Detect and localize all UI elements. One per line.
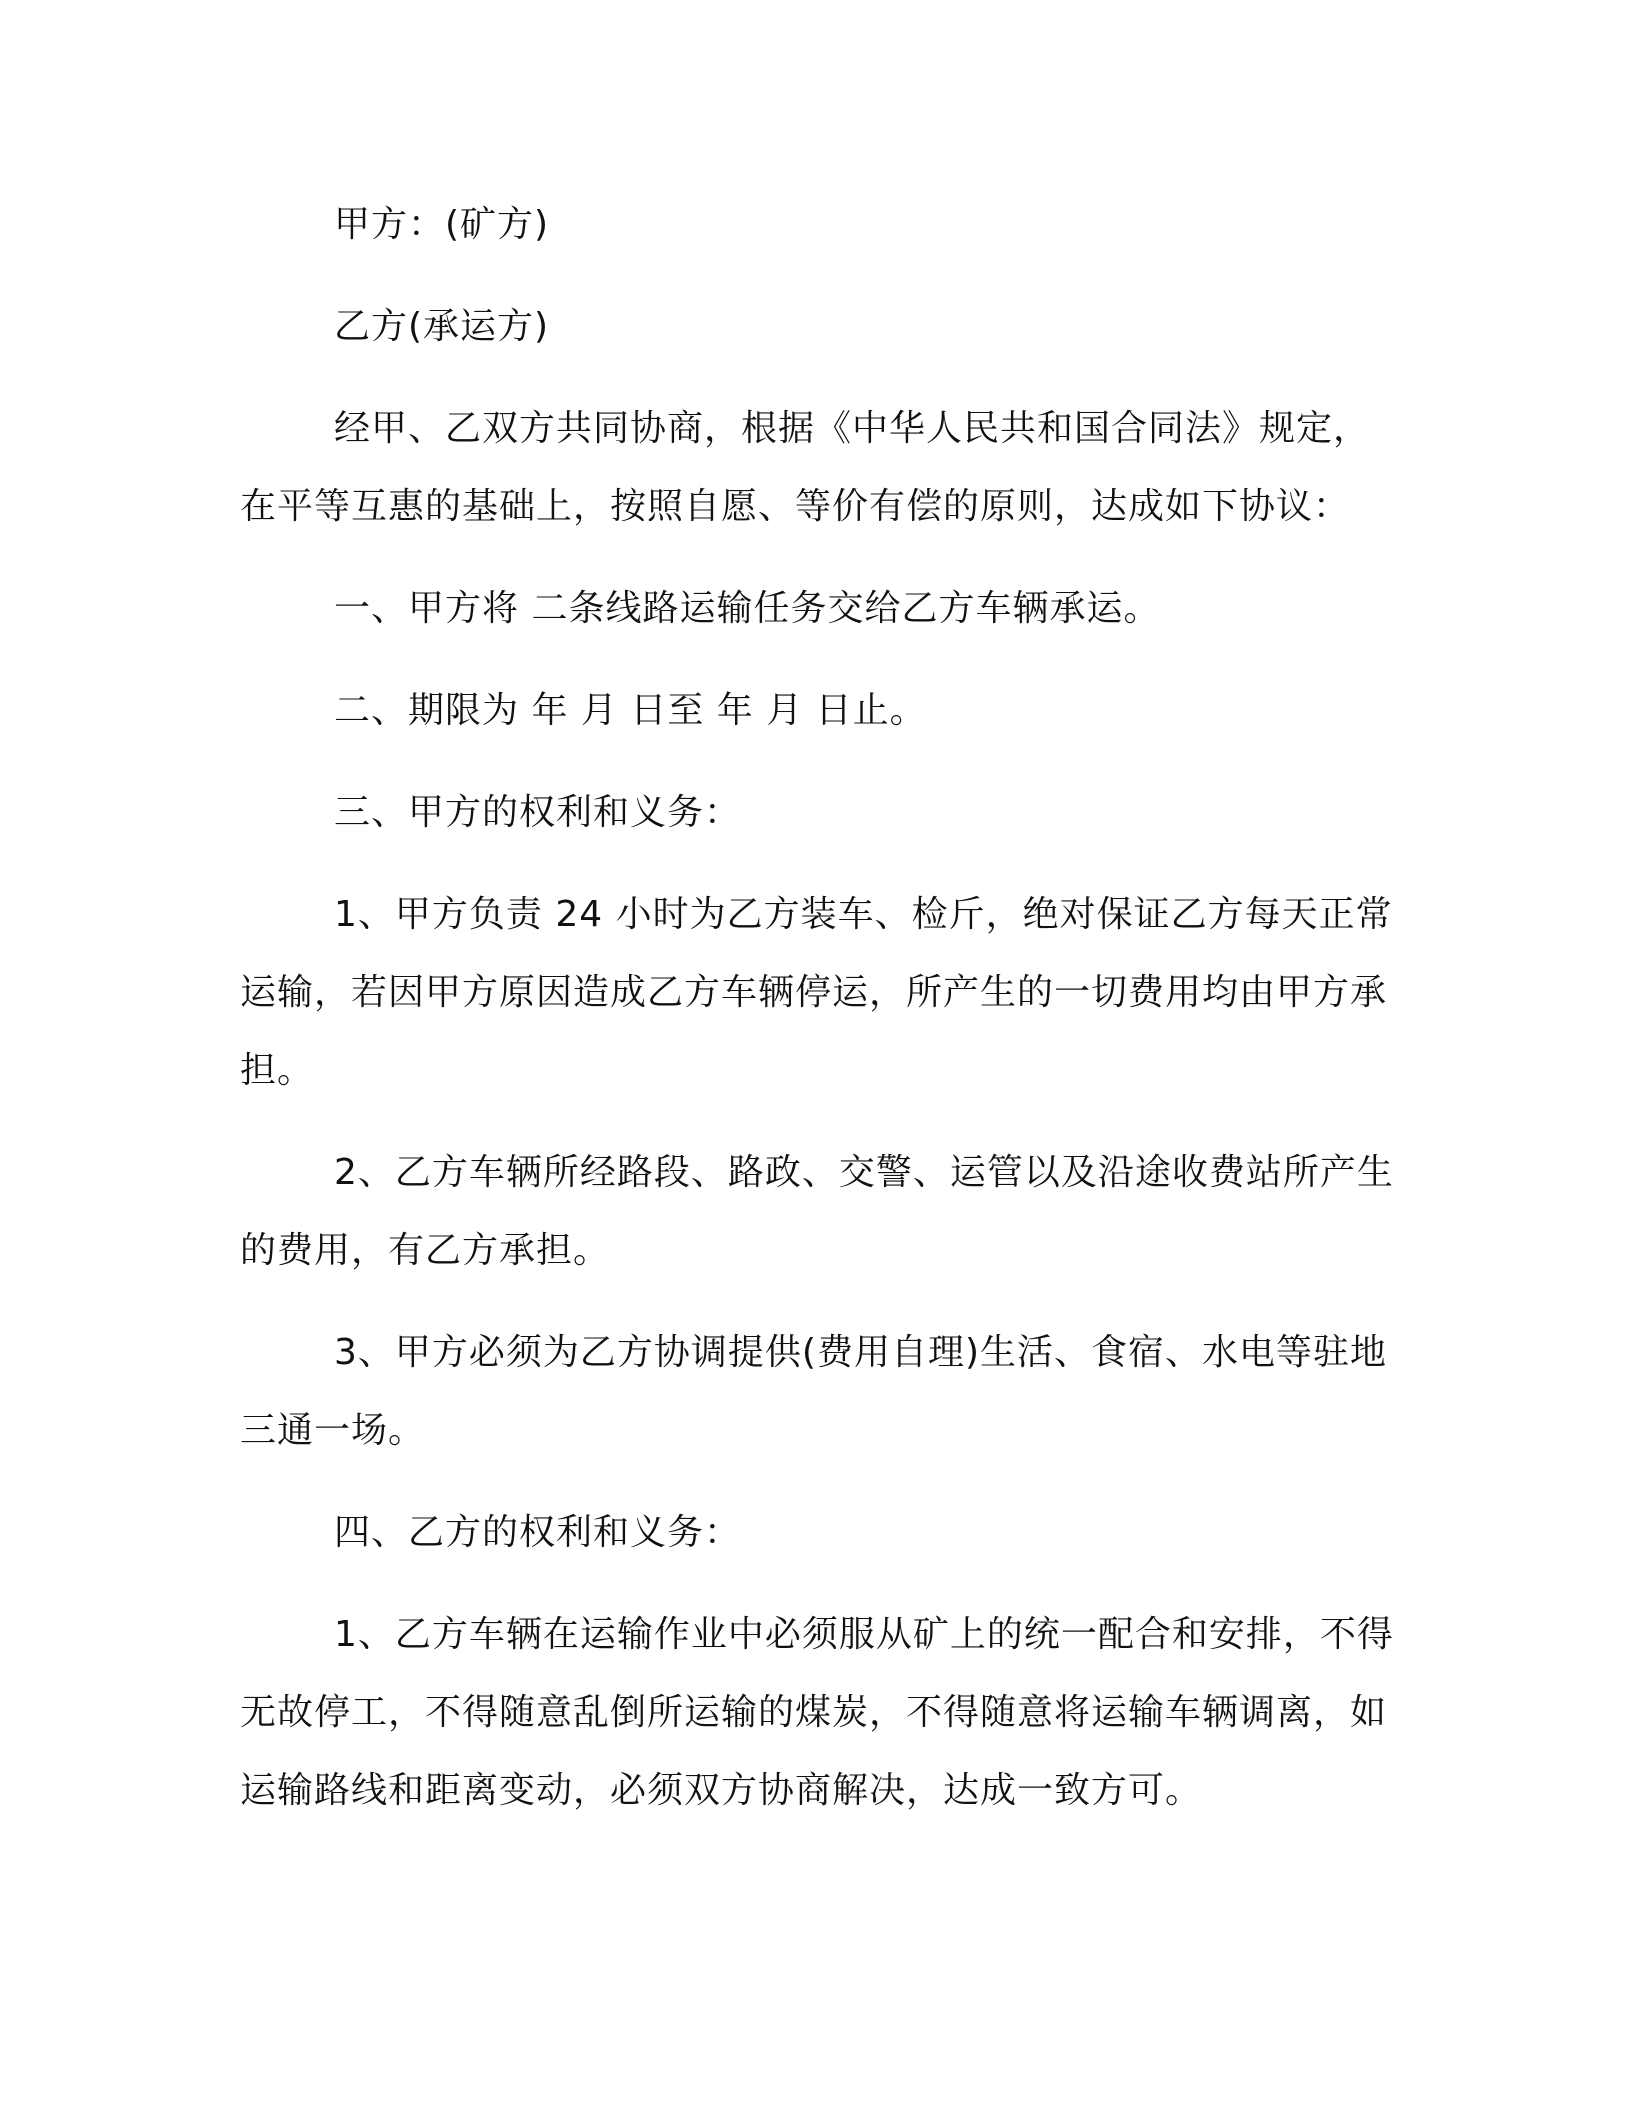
clause-1: 一、甲方将 二条线路运输任务交给乙方车辆承运。	[334, 588, 1161, 629]
party-b-line: 乙方(承运方)	[334, 306, 550, 347]
clause-3-item-1: 1、甲方负责 24 小时为乙方装车、检斤，绝对保证乙方每天正常运输，若因甲方原因造成乙方车辆停运，所产生的一切费用均由甲方承担。	[240, 894, 1393, 1091]
document-body	[240, 186, 1400, 1830]
clause-3-item-3: 3、甲方必须为乙方协调提供(费用自理)生活、食宿、水电等驻地三通一场。	[240, 1332, 1387, 1451]
party-a-line: 甲方：(矿方)	[334, 204, 550, 245]
clause-4-item-1: 1、乙方车辆在运输作业中必须服从矿上的统一配合和安排，不得无故停工，不得随意乱倒所运输的煤炭，不得随意将运输车辆调离，如运输路线和距离变动，必须双方协商解决，达成一致方可。	[240, 1614, 1394, 1811]
clause-4-heading: 四、乙方的权利和义务：	[334, 1512, 742, 1553]
clause-3-heading: 三、甲方的权利和义务：	[334, 792, 742, 833]
preamble-paragraph: 经甲、乙双方共同协商，根据《中华人民共和国合同法》规定，在平等互惠的基础上，按照自愿、等价有偿的原则，达成如下协议：	[240, 408, 1371, 527]
clause-2: 二、期限为 年 月 日至 年 月 日止。	[334, 690, 927, 731]
clause-3-item-2: 2、乙方车辆所经路段、路政、交警、运管以及沿途收费站所产生的费用，有乙方承担。	[240, 1152, 1394, 1271]
